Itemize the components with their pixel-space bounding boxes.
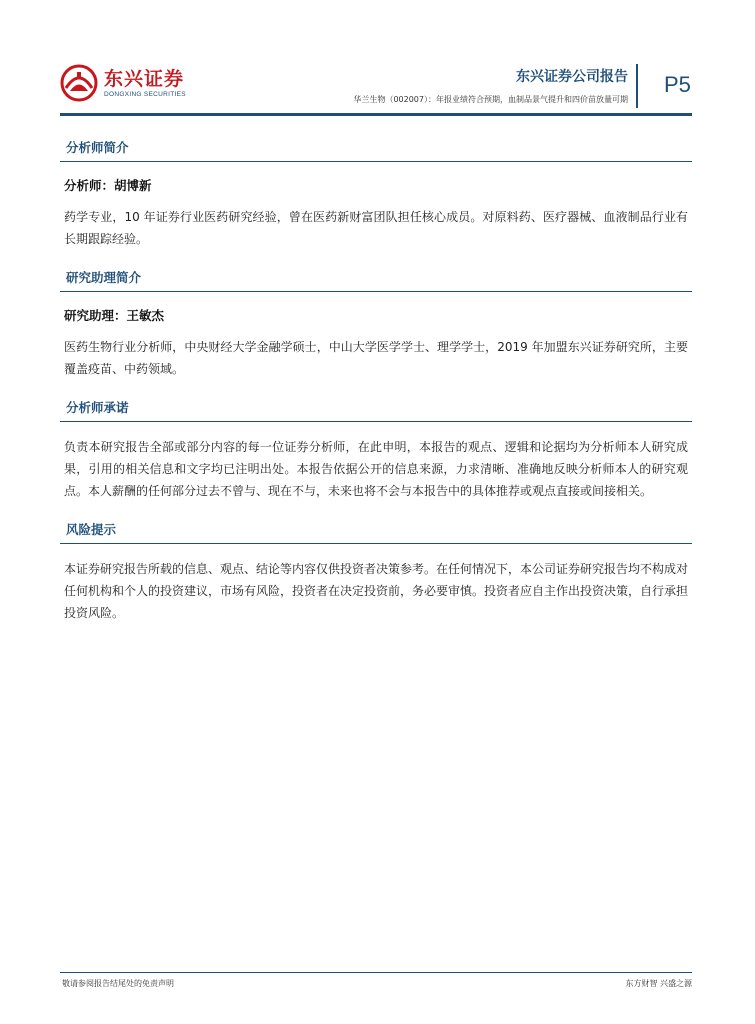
section-heading: 分析师承诺 <box>60 392 692 422</box>
commitment-text: 负责本研究报告全部或部分内容的每一位证券分析师，在此申明，本报告的观点、逻辑和论据均为分析师本人研究成果，引用的相关信息和文字均已注明出处。本报告依据公开的信息来源，力求清晰、准确地反映分析师本人的研究观点。本人薪酬的任何部分过去不曾与、现在不与，未来也将不会与本报告中的具体推荐或观点直接或间接相关。 <box>64 440 688 498</box>
report-title: 东兴证券公司报告 <box>516 69 628 85</box>
risk-text: 本证券研究报告所载的信息、观点、结论等内容仅供投资者决策参考。在任何情况下，本公司证券研究报告均不构成对任何机构和个人的投资建议，市场有风险，投资者在决定投资前，务必要审慎。投资者应自主作出投资决策，自行承担投资风险。 <box>64 562 689 620</box>
analyst-bio: 药学专业，10 年证券行业医药研究经验，曾在医药新财富团队担任核心成员。对原料药、医疗器械、血液制品行业有长期跟踪经验。 <box>64 210 688 246</box>
assistant-bio: 医药生物行业分析师，中央财经大学金融学硕士，中山大学医学学士、理学学士，2019 年加盟东兴证券研究所，主要覆盖疫苗、中药领域。 <box>64 340 688 376</box>
section-heading: 研究助理简介 <box>60 262 692 292</box>
assistant-name: 研究助理：王敏杰 <box>64 308 165 323</box>
footer-rule <box>60 972 692 973</box>
footer-disclaimer-note: 敬请参阅报告结尾处的免责声明 <box>62 979 174 988</box>
analyst-intro-section <box>60 132 692 250</box>
section-heading: 分析师简介 <box>60 132 692 162</box>
risk-warning-section <box>60 514 692 624</box>
analyst-commitment-section <box>60 392 692 502</box>
dongxing-logo-icon <box>60 64 98 102</box>
analyst-name: 分析师：胡博新 <box>64 178 152 193</box>
section-heading: 风险提示 <box>60 514 692 544</box>
company-logo <box>60 62 240 106</box>
assistant-intro-section <box>60 262 692 380</box>
header-divider <box>636 64 638 108</box>
header-rule <box>60 113 692 116</box>
footer-slogan: 东方财智 兴盛之源 <box>625 979 692 988</box>
logo-chinese-name: 东兴证券 <box>104 68 185 90</box>
page-header <box>0 0 755 120</box>
logo-english-name: DONGXING SECURITIES <box>104 91 186 98</box>
report-body <box>60 132 692 636</box>
report-subtitle: 华兰生物（002007）：年报业绩符合预期，血制品景气提升和四价苗放量可期 <box>353 95 628 104</box>
page-number: P5 <box>664 72 691 97</box>
